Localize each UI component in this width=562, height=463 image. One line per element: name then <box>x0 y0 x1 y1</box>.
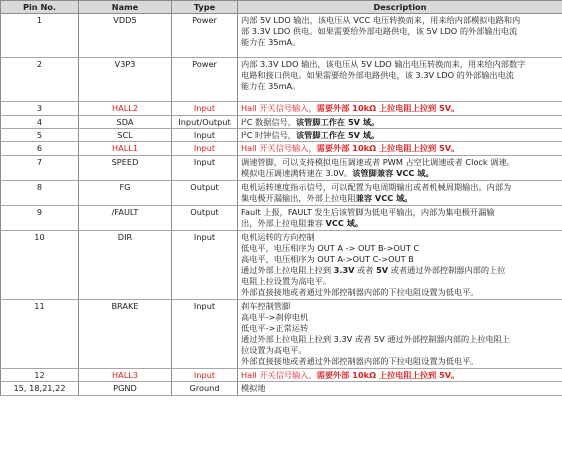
description-text: 电机运转速度指示信号，可以配置为电周期输出或者机械周期输出。内部为 <box>241 182 512 192</box>
pin-name-cell: V3P3 <box>79 58 172 102</box>
pin-number-cell: 1 <box>1 14 79 58</box>
description-line <box>241 15 559 26</box>
pin-name-cell: HALL2 <box>79 102 172 116</box>
description-line <box>241 168 559 179</box>
description-line <box>241 182 559 193</box>
pin-description-cell <box>238 116 562 129</box>
pin-type-cell: Power <box>172 14 238 58</box>
description-text: 外部直接接地或者通过外部控制器内部的下拉电阻设置为低电平。 <box>241 356 479 366</box>
pin-number-cell: 7 <box>1 156 79 181</box>
pin-name-cell: SPEED <box>79 156 172 181</box>
pin-description-cell <box>238 231 562 300</box>
pin-description-cell <box>238 206 562 231</box>
pin-type-cell: Input <box>172 142 238 156</box>
header-description: Description <box>238 1 562 14</box>
description-text: 部 3.3V LDO 供电。如果需要给外部电路供电，该 5V LDO 的外部输出电流 <box>241 26 518 36</box>
table-row <box>1 102 562 116</box>
pin-type-cell: Input <box>172 300 238 369</box>
description-line <box>241 59 559 70</box>
pin-type-cell: Output <box>172 206 238 231</box>
pin-type-cell: Power <box>172 58 238 102</box>
pin-number-cell: 15, 18,21,22 <box>1 382 79 396</box>
pin-name-cell: /FAULT <box>79 206 172 231</box>
description-text: I²C 时钟信号， <box>241 130 296 140</box>
description-line <box>241 207 559 218</box>
pin-name-cell: PGND <box>79 382 172 396</box>
table-row <box>1 129 562 142</box>
description-text: I²C 数据信号， <box>241 117 296 127</box>
header-type: Type <box>172 1 238 14</box>
pin-name-cell: SDA <box>79 116 172 129</box>
description-text: 能力在 35mA。 <box>241 37 301 47</box>
description-text: 拉设置为高电平。 <box>241 345 307 355</box>
description-text: 通过外部上拉电阻上拉到 <box>241 265 334 275</box>
description-line <box>241 370 559 381</box>
table-header-row <box>1 1 562 14</box>
pin-type-cell: Input <box>172 102 238 116</box>
description-bold-text: 该管脚工作在 5V 域。 <box>295 117 380 127</box>
table-row <box>1 206 562 231</box>
description-line <box>241 276 559 287</box>
description-line <box>241 143 559 154</box>
description-text: 高电平，电压相序为 OUT A->OUT C->OUT B <box>241 254 414 264</box>
description-line <box>241 130 559 141</box>
table-row <box>1 231 562 300</box>
pin-description-cell <box>238 369 562 382</box>
description-line <box>241 301 559 312</box>
table-row <box>1 58 562 102</box>
description-line <box>241 383 559 394</box>
pin-name-cell: VDD5 <box>79 14 172 58</box>
pin-description-cell <box>238 382 562 396</box>
pin-description-cell <box>238 129 562 142</box>
pin-type-cell: Ground <box>172 382 238 396</box>
table-row <box>1 300 562 369</box>
pin-type-cell: Input <box>172 156 238 181</box>
pin-number-cell: 11 <box>1 300 79 369</box>
description-line <box>241 157 559 168</box>
pin-description-cell <box>238 14 562 58</box>
description-text: 外部直接接地或者通过外部控制器内部的下拉电阻设置为低电平。 <box>241 287 479 297</box>
description-text: 内部 3.3V LDO 输出，该电压从 5V LDO 输出电压转换而来，用来给内部数字 <box>241 59 526 69</box>
pin-description-cell <box>238 102 562 116</box>
description-bold-text: 该管脚兼容 VCC 域。 <box>352 168 434 178</box>
description-text: 刹车控制管脚 <box>241 301 291 311</box>
table-row <box>1 181 562 206</box>
description-line <box>241 232 559 243</box>
pin-description-cell <box>238 181 562 206</box>
description-text: 内部 5V LDO 输出，该电压从 VCC 电压转换而来，用来给内部模拟电路和内 <box>241 15 521 25</box>
pin-type-cell: Input <box>172 231 238 300</box>
description-text: Hall 开关信号输入， <box>241 143 317 153</box>
description-line <box>241 345 559 356</box>
pin-name-cell: HALL1 <box>79 142 172 156</box>
description-text: 或者通过外部控制器内部的上拉 <box>388 265 506 275</box>
description-text: 电机运转的方向控制 <box>241 232 315 242</box>
pin-description-cell <box>238 142 562 156</box>
pin-name-cell: BRAKE <box>79 300 172 369</box>
pin-name-cell: HALL3 <box>79 369 172 382</box>
pin-number-cell: 12 <box>1 369 79 382</box>
description-line <box>241 312 559 323</box>
header-pin-no: Pin No. <box>1 1 79 14</box>
description-text: Hall 开关信号输入， <box>241 103 317 113</box>
description-bold-text: 需要外部 10kΩ 上拉电阻上拉到 5V。 <box>316 103 460 113</box>
pin-name-cell: SCL <box>79 129 172 142</box>
description-text: 模拟地 <box>241 383 266 393</box>
description-bold-text: 需要外部 10kΩ 上拉电阻上拉到 5V。 <box>316 143 460 153</box>
description-bold-text: 兼容 VCC 域。 <box>355 193 413 203</box>
description-line <box>241 323 559 334</box>
description-line <box>241 287 559 298</box>
pin-number-cell: 5 <box>1 129 79 142</box>
description-text: 出，外部上拉电阻兼容 <box>241 218 326 228</box>
pin-description-cell <box>238 156 562 181</box>
description-line <box>241 254 559 265</box>
pin-number-cell: 2 <box>1 58 79 102</box>
table-row <box>1 142 562 156</box>
pin-description-cell <box>238 58 562 102</box>
pin-number-cell: 4 <box>1 116 79 129</box>
description-text: Hall 开关信号输入， <box>241 370 317 380</box>
description-text: 调速管脚，可以支持模拟电压调速或者 PWM 占空比调速或者 Clock 调速。 <box>241 157 515 167</box>
description-text: 低电平->正常运转 <box>241 323 309 333</box>
description-line <box>241 356 559 367</box>
pin-type-cell: Input/Output <box>172 116 238 129</box>
description-line <box>241 103 559 114</box>
description-bold-text: 该管脚工作在 5V 域。 <box>295 130 380 140</box>
pin-number-cell: 9 <box>1 206 79 231</box>
description-text: 电阻上拉设置为高电平。 <box>241 276 332 286</box>
description-line <box>241 265 559 276</box>
table-row <box>1 369 562 382</box>
pin-description-cell <box>238 300 562 369</box>
description-bold-text: VCC 域。 <box>325 218 364 228</box>
pin-name-cell: FG <box>79 181 172 206</box>
description-line <box>241 70 559 81</box>
description-line <box>241 243 559 254</box>
description-text: Fault 上报，FAULT 发生后该管脚为低电平输出，内部为集电极开漏输 <box>241 207 495 217</box>
table-row <box>1 156 562 181</box>
description-text: 模拟电压调速满转速在 3.0V。 <box>241 168 353 178</box>
description-line <box>241 334 559 345</box>
table-row <box>1 116 562 129</box>
pin-number-cell: 8 <box>1 181 79 206</box>
description-line <box>241 26 559 37</box>
description-line <box>241 81 559 92</box>
table-row <box>1 14 562 58</box>
pin-number-cell: 6 <box>1 142 79 156</box>
pin-type-cell: Input <box>172 129 238 142</box>
pin-type-cell: Input <box>172 369 238 382</box>
pin-number-cell: 3 <box>1 102 79 116</box>
description-line <box>241 193 559 204</box>
description-text: 集电极开漏输出，外部上拉电阻 <box>241 193 356 203</box>
header-name: Name <box>79 1 172 14</box>
table-body <box>1 14 562 396</box>
description-text: 电路和接口供电。如果需要给外部电路供电，该 3.3V LDO 的外部输出电流 <box>241 70 514 80</box>
description-bold-text: 5V <box>376 265 389 275</box>
description-line <box>241 117 559 128</box>
description-text: 或者 <box>354 265 377 275</box>
table-row <box>1 382 562 396</box>
description-bold-text: 需要外部 10kΩ 上拉电阻上拉到 5V。 <box>316 370 460 380</box>
description-bold-text: 3.3V <box>333 265 355 275</box>
pin-name-cell: DIR <box>79 231 172 300</box>
description-line <box>241 218 559 229</box>
description-text: 高电平->刹停电机 <box>241 312 309 322</box>
pin-number-cell: 10 <box>1 231 79 300</box>
pin-type-cell: Output <box>172 181 238 206</box>
description-text: 通过外部上拉电阻上拉到 3.3V 或者 5V 通过外部控制器内部的上拉电阻上 <box>241 334 511 344</box>
description-text: 低电平，电压相序为 OUT A -> OUT B->OUT C <box>241 243 420 253</box>
description-line <box>241 37 559 48</box>
description-text: 能力在 35mA。 <box>241 81 301 91</box>
